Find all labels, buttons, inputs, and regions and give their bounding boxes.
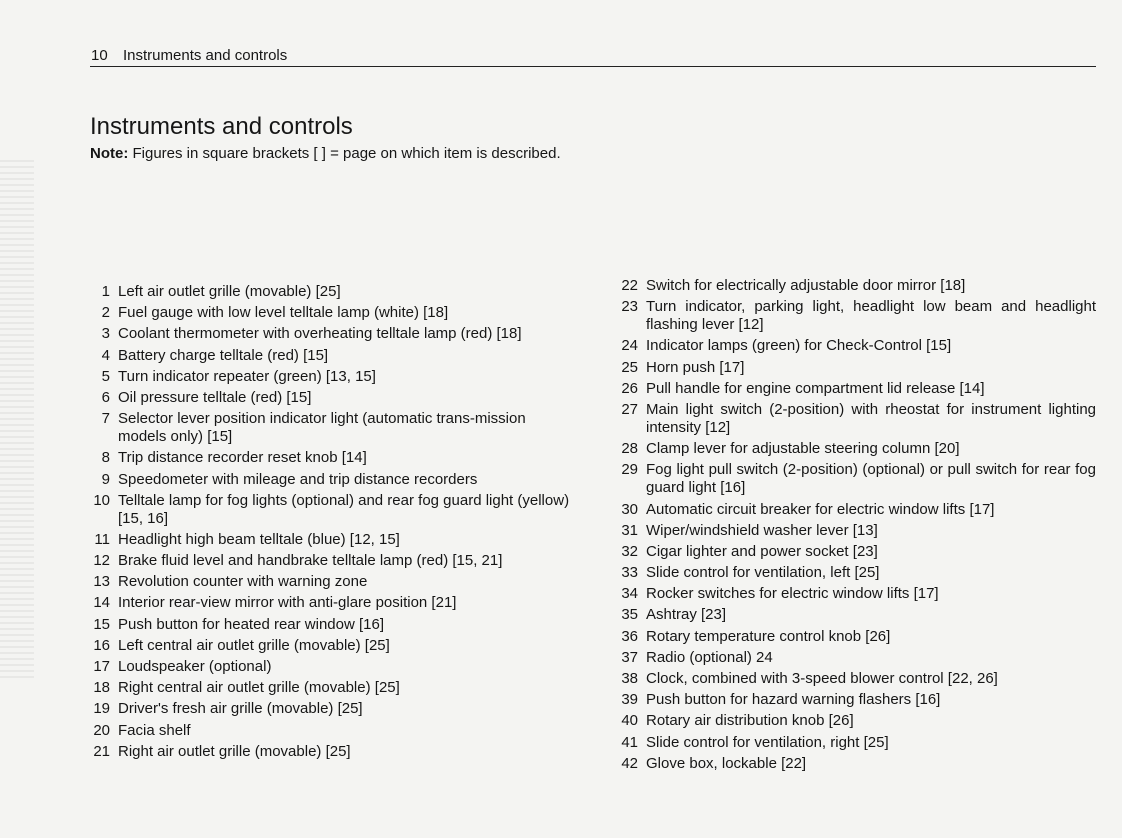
list-item [618, 564, 1096, 582]
list-item [90, 722, 570, 740]
list-item [90, 594, 570, 612]
list-item [618, 606, 1096, 624]
list-item [90, 552, 570, 570]
list-item [618, 543, 1096, 561]
item-number: 36 [621, 627, 638, 645]
item-text: Trip distance recorder reset knob [14] [118, 449, 367, 467]
list-item [618, 401, 1096, 437]
item-number: 21 [93, 742, 110, 760]
note-text: Figures in square brackets [ ] = page on which item is described. [128, 145, 561, 162]
list-item [618, 337, 1096, 355]
item-number: 26 [621, 379, 638, 397]
item-text: Facia shelf [118, 721, 191, 739]
item-number: 15 [93, 615, 110, 633]
item-number: 16 [93, 636, 110, 654]
item-number: 28 [621, 440, 638, 458]
list-item [618, 277, 1096, 295]
list-item [90, 449, 570, 467]
item-text: Wiper/windshield washer lever [13] [646, 521, 878, 539]
list-item [618, 628, 1096, 646]
item-text: Automatic circuit breaker for electric window lifts [17] [646, 500, 995, 518]
item-text: Right air outlet grille (movable) [25] [118, 742, 351, 760]
item-text: Rotary temperature control knob [26] [646, 627, 891, 645]
item-number: 2 [101, 304, 110, 322]
item-number: 19 [93, 700, 110, 718]
item-number: 39 [621, 691, 638, 709]
item-text: Indicator lamps (green) for Check-Control [15] [646, 337, 952, 355]
item-number: 14 [93, 594, 110, 612]
item-text: Glove box, lockable [22] [646, 754, 807, 772]
item-number: 37 [621, 648, 638, 666]
list-item [618, 380, 1096, 398]
item-text: Radio (optional) 24 [646, 648, 773, 666]
item-text: Brake fluid level and handbrake telltale lamp (red) [15, 21] [118, 552, 503, 570]
list-item [618, 359, 1096, 377]
item-text: Left central air outlet grille (movable) [25] [118, 636, 390, 654]
item-number: 35 [621, 606, 638, 624]
list-item [618, 691, 1096, 709]
item-text: Main light switch (2-position) with rheostat for instrument lighting intensity [12] [646, 400, 1096, 436]
item-text: Slide control for ventilation, right [25] [646, 733, 889, 751]
item-number: 24 [621, 337, 638, 355]
scan-edge-shadow [0, 160, 34, 680]
list-item [90, 573, 570, 591]
item-text: Fog light pull switch (2-position) (optional) or pull switch for rear fog guard light [16] [646, 461, 1096, 497]
item-text: Fuel gauge with low level telltale lamp (white) [18] [118, 304, 449, 322]
list-item [618, 298, 1096, 334]
list-item [90, 471, 570, 489]
item-text: Battery charge telltale (red) [15] [118, 346, 329, 364]
page-title: Instruments and controls [90, 113, 353, 140]
item-text: Revolution counter with warning zone [118, 573, 368, 591]
item-number: 38 [621, 670, 638, 687]
item-text: Right central air outlet grille (movable) [25] [118, 679, 400, 697]
item-number: 10 [93, 491, 110, 509]
list-item [90, 492, 570, 528]
list-item [618, 440, 1096, 458]
item-text: Turn indicator repeater (green) [13, 15] [118, 367, 376, 385]
item-number: 4 [101, 346, 110, 364]
list-item [90, 743, 570, 761]
list-item [90, 679, 570, 697]
item-number: 25 [621, 358, 638, 376]
item-text: Selector lever position indicator light (automatic trans-mission models only) [15] [118, 410, 526, 446]
item-number: 30 [621, 500, 638, 518]
list-item [90, 658, 570, 676]
item-text: Horn push [17] [646, 358, 745, 376]
list-item [90, 325, 570, 343]
item-number: 9 [101, 470, 110, 488]
item-text: Push button for hazard warning flashers [16] [646, 691, 941, 709]
list-item [90, 283, 570, 301]
item-number: 29 [621, 461, 638, 479]
item-number: 27 [621, 400, 638, 418]
item-text: Oil pressure telltale (red) [15] [118, 388, 312, 406]
item-text: Clock, combined with 3-speed blower control [22, 26] [646, 670, 998, 687]
item-number: 41 [621, 733, 638, 751]
item-text: Rotary air distribution knob [26] [646, 712, 854, 730]
list-item [618, 649, 1096, 667]
list-item [618, 461, 1096, 497]
item-text: Ashtray [23] [646, 606, 727, 624]
item-number: 31 [621, 521, 638, 539]
list-item [90, 389, 570, 407]
item-number: 32 [621, 542, 638, 560]
item-text: Rocker switches for electric window lifts [17] [646, 585, 939, 603]
item-text: Switch for electrically adjustable door mirror [18] [646, 277, 966, 294]
list-item [618, 585, 1096, 603]
item-number: 33 [621, 564, 638, 582]
item-number: 40 [621, 712, 638, 730]
running-title: Instruments and controls [123, 47, 288, 64]
item-number: 34 [621, 585, 638, 603]
header-rule [90, 66, 1096, 67]
item-number: 18 [93, 679, 110, 697]
item-text: Coolant thermometer with overheating telltale lamp (red) [18] [118, 325, 522, 343]
item-text: Cigar lighter and power socket [23] [646, 542, 878, 560]
page-number: 10 [91, 47, 108, 64]
list-item [90, 616, 570, 634]
item-list-right [618, 277, 1096, 776]
item-text: Interior rear-view mirror with anti-glare position [21] [118, 594, 457, 612]
item-text: Loudspeaker (optional) [118, 658, 272, 675]
list-item [90, 304, 570, 322]
item-text: Driver's fresh air grille (movable) [25] [118, 700, 363, 718]
item-number: 1 [101, 283, 110, 300]
item-number: 8 [101, 449, 110, 467]
item-text: Left air outlet grille (movable) [25] [118, 283, 341, 300]
item-number: 12 [93, 552, 110, 570]
item-list-left [90, 283, 570, 764]
list-item [618, 522, 1096, 540]
item-text: Speedometer with mileage and trip distance recorders [118, 470, 478, 488]
list-item [90, 637, 570, 655]
item-text: Pull handle for engine compartment lid release [14] [646, 379, 985, 397]
item-number: 23 [621, 298, 638, 316]
item-number: 3 [101, 325, 110, 343]
list-item [618, 734, 1096, 752]
item-number: 22 [621, 277, 638, 294]
item-text: Push button for heated rear window [16] [118, 615, 385, 633]
item-number: 7 [101, 410, 110, 428]
list-item [90, 347, 570, 365]
list-item [90, 531, 570, 549]
item-text: Headlight high beam telltale (blue) [12, 15] [118, 530, 400, 548]
list-item [90, 700, 570, 718]
list-item [618, 712, 1096, 730]
item-text: Clamp lever for adjustable steering column [20] [646, 440, 960, 458]
note [90, 145, 561, 162]
item-number: 42 [621, 754, 638, 772]
item-number: 20 [93, 721, 110, 739]
item-number: 11 [94, 530, 110, 548]
item-number: 17 [93, 658, 110, 675]
list-item [618, 670, 1096, 688]
item-number: 6 [101, 388, 110, 406]
item-number: 13 [93, 573, 110, 591]
item-text: Turn indicator, parking light, headlight low beam and headlight flashing lever [12] [646, 298, 1096, 334]
item-text: Telltale lamp for fog lights (optional) and rear fog guard light (yellow) [15, 16] [118, 491, 570, 527]
item-number: 5 [101, 367, 110, 385]
list-item [618, 755, 1096, 773]
item-text: Slide control for ventilation, left [25] [646, 564, 880, 582]
list-item [618, 501, 1096, 519]
list-item [90, 368, 570, 386]
note-label: Note: [90, 145, 129, 162]
list-item [90, 410, 570, 446]
